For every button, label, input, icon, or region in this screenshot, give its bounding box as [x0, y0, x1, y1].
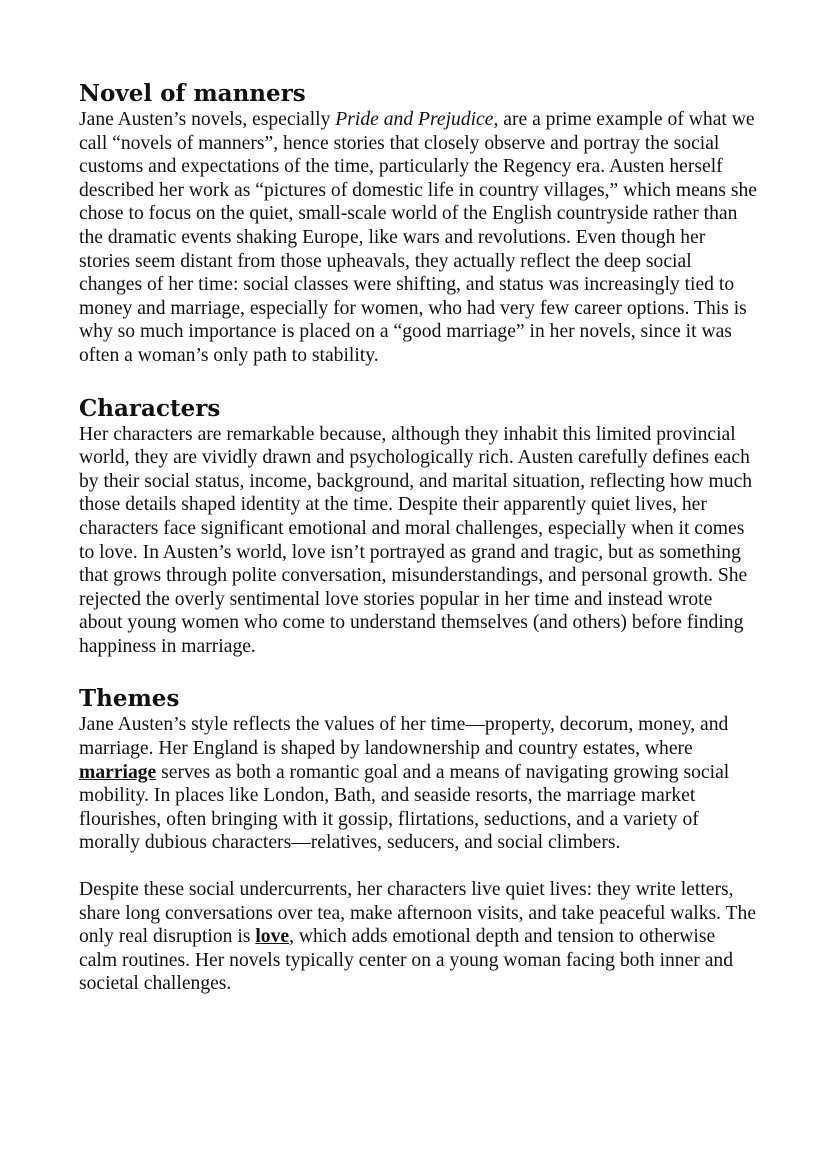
text-run: Despite these social undercurrents, her characters live quiet lives: they write letters, share long conversations over tea, make afternoon visits, and take peaceful walks. The only real disruption is — [79, 879, 757, 948]
section-heading: Themes — [79, 685, 180, 713]
text-run: , which adds emotional depth and tension to otherwise calm routines. Her novels typically center on a young woman facing both inner and societal challenges. — [79, 926, 734, 995]
paragraph — [79, 108, 758, 368]
key-term-marriage: marriage — [79, 761, 157, 783]
section-novel-of-manners — [79, 80, 758, 368]
book-title-italic: Pride and Prejudice — [335, 109, 494, 130]
section-themes — [79, 685, 758, 996]
text-run: Jane Austen’s style reflects the values of her time—property, decorum, money, and marriage. Her England is shaped by landownership and country estates, where — [79, 714, 729, 760]
text-run: serves as both a romantic goal and a means of navigating growing social mobility. In places like London, Bath, and seaside resorts, the marriage market flourishes, often bringing with it gossip, flirtations, seductions, and a variety of morally dubious characters—relatives, seducers, and social climbers. — [79, 761, 730, 854]
paragraph — [79, 423, 758, 659]
section-heading: Novel of manners — [79, 80, 306, 107]
text-run: Her characters are remarkable because, although they inhabit this limited provincial world, they are vividly drawn and psychologically rich. Austen carefully defines each by their social status, income, background, and marital situation, reflecting how much those details shaped identity at the time. Despite their apparently quiet lives, her characters face significant emotional and moral challenges, especially when it comes to love. In Austen’s world, love isn’t portrayed as grand and tragic, but as something that grows through polite conversation, misunderstandings, and personal growth. She rejected the overly sentimental love stories popular in her time and instead wrote about young women who come to understand themselves (and others) before finding happiness in marriage. — [79, 423, 753, 657]
text-run: Jane Austen’s novels, especially — [79, 109, 336, 130]
section-heading: Characters — [79, 394, 221, 422]
key-term-love: love — [255, 926, 290, 948]
text-run: , are a prime example of what we call “novels of manners”, hence stories that closely observe and portray the social customs and expectations of the time, particularly the Regency era. Austen herself described her work as “pictures of domestic life in country villages,” which means she chose to focus on the quiet, small-scale world of the English countryside rather than the dramatic events shaking Europe, like wars and revolutions. Even though her stories seem distant from those upheavals, they actually reflect the deep social changes of her time: social classes were shifting, and status was increasingly tied to money and marriage, especially for women, who had very few career options. This is why so much importance is placed on a “good marriage” in her novels, since it was often a woman’s only path to stability. — [79, 109, 757, 366]
paragraph — [79, 878, 758, 996]
section-characters — [79, 395, 758, 659]
paragraph — [79, 713, 758, 855]
